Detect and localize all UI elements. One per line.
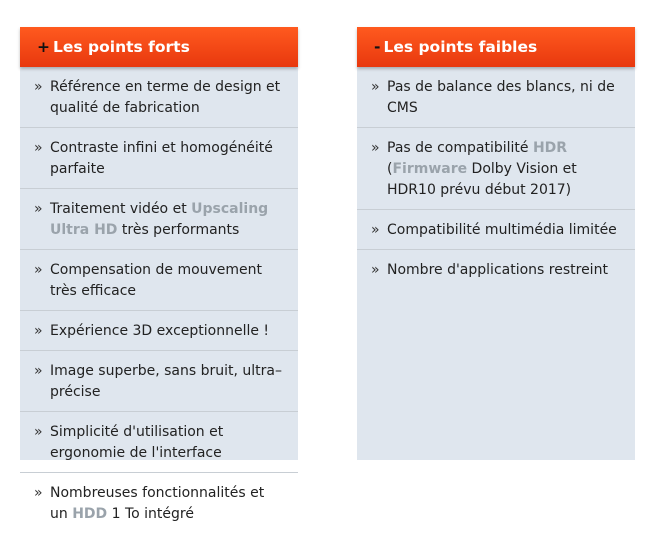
list-item-text <box>50 140 273 177</box>
strengths-list <box>20 67 298 533</box>
list-item <box>20 250 298 311</box>
text-fragment: Dolby Vision et HDR10 prévu début 2017) <box>387 161 577 198</box>
list-item <box>20 128 298 189</box>
text-fragment: Simplicité d'utilisation et ergonomie de l'interface <box>50 424 224 461</box>
list-item-text <box>50 485 264 522</box>
bullet-icon: » <box>371 79 380 95</box>
text-fragment: ( <box>387 161 393 177</box>
text-fragment: Référence en terme de design et qualité de fabrication <box>50 79 281 116</box>
minus-icon: - <box>374 38 381 56</box>
bullet-icon: » <box>34 262 43 278</box>
list-item <box>20 67 298 128</box>
highlight-term: Upscaling Ultra HD <box>50 201 269 238</box>
text-fragment: Compatibilité multimédia limitée <box>387 222 617 238</box>
bullet-icon: » <box>34 363 43 379</box>
text-fragment: très performants <box>117 222 240 238</box>
bullet-icon: » <box>34 79 43 95</box>
highlight-term: HDR <box>532 140 568 156</box>
strengths-title: Les points forts <box>53 38 190 56</box>
list-item-text <box>50 363 282 400</box>
list-item <box>20 351 298 412</box>
bullet-icon: » <box>34 323 43 339</box>
bullet-icon: » <box>34 424 43 440</box>
bullet-icon: » <box>371 262 380 278</box>
text-fragment: Image superbe, sans bruit, ultra–précise <box>50 363 282 400</box>
text-fragment: Traitement vidéo et <box>50 201 192 217</box>
strengths-panel <box>20 27 298 522</box>
text-fragment: 1 To intégré <box>107 506 194 522</box>
list-item-text <box>387 262 608 278</box>
list-item <box>20 311 298 351</box>
weaknesses-header <box>357 27 635 67</box>
list-item <box>20 189 298 250</box>
text-fragment: Nombreuses fonctionnalités et un <box>50 485 265 522</box>
weaknesses-title: Les points faibles <box>383 38 538 56</box>
bullet-icon: » <box>371 140 380 156</box>
list-item <box>357 210 635 250</box>
text-fragment: Pas de compatibilité <box>387 140 533 156</box>
list-item-text <box>387 222 617 238</box>
strengths-header <box>20 27 298 67</box>
text-fragment: Compensation de mouvement très efficace <box>50 262 263 299</box>
list-item <box>357 250 635 289</box>
list-item <box>20 412 298 473</box>
text-fragment: Expérience 3D exceptionnelle ! <box>50 323 270 339</box>
bullet-icon: » <box>34 201 43 217</box>
list-item-text <box>50 262 262 299</box>
list-item-text <box>50 201 268 238</box>
text-fragment: Contraste infini et homogénéité parfaite <box>50 140 273 177</box>
text-fragment: Pas de balance des blancs, ni de CMS <box>387 79 615 116</box>
list-item-text <box>50 79 280 116</box>
highlight-term: Firmware <box>392 161 468 177</box>
list-item-text <box>50 323 269 339</box>
bullet-icon: » <box>371 222 380 238</box>
list-item-text <box>387 140 577 198</box>
list-item <box>357 67 635 128</box>
list-item-text <box>50 424 223 461</box>
weaknesses-list <box>357 67 635 289</box>
bullet-icon: » <box>34 140 43 156</box>
list-item <box>20 473 298 533</box>
bullet-icon: » <box>34 485 43 501</box>
list-item <box>357 128 635 210</box>
plus-icon: + <box>37 38 50 56</box>
highlight-term: HDD <box>72 506 108 522</box>
weaknesses-panel <box>357 27 635 460</box>
list-item-text <box>387 79 615 116</box>
text-fragment: Nombre d'applications restreint <box>387 262 608 278</box>
